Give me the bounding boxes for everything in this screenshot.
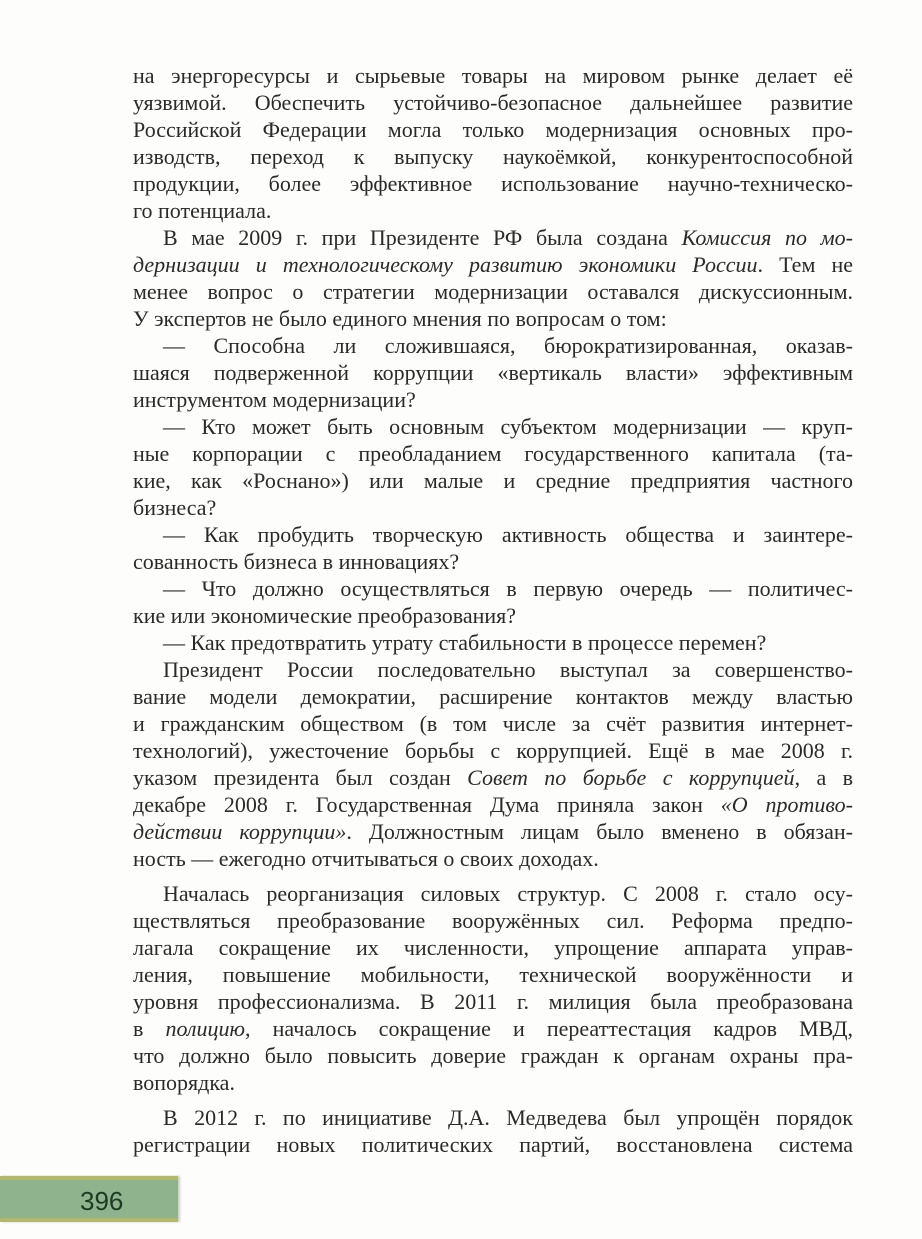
text-segment: В мае 2009 г. при Президенте РФ была создана [163, 225, 682, 250]
text-segment: уровня профессионализма. В 2011 г. милиция была преобразована [133, 989, 853, 1014]
text-line [133, 332, 853, 359]
text-segment: декабре 2008 г. Государственная Дума приняла закон [133, 792, 721, 817]
text-line [133, 656, 853, 683]
text-line [133, 143, 853, 170]
text-line [133, 683, 853, 710]
text-segment: инструментом модернизации? [133, 387, 416, 412]
text-segment: вопорядка. [133, 1070, 235, 1095]
text-line [133, 386, 853, 413]
text-segment: технологий), ужесточение борьбы с коррупцией. Ещё в мае 2008 г. [133, 738, 853, 763]
text-segment: и гражданским обществом (в том числе за счёт развития интернет- [133, 711, 853, 736]
text-line [133, 62, 853, 89]
text-line [133, 224, 853, 251]
text-line [133, 494, 853, 521]
text-segment: го потенциала. [133, 198, 272, 223]
text-line [133, 764, 853, 791]
text-segment: — Что должно осуществляться в первую очередь — политичес- [163, 576, 853, 601]
text-segment: — Как пробудить творческую активность общества и заинтере- [163, 522, 853, 547]
text-line [133, 1104, 853, 1131]
text-segment: ные корпорации с преобладанием государственного капитала (та- [133, 441, 853, 466]
text-segment: кие, как «Роснано») или малые и средние предприятия частного [133, 468, 853, 493]
text-line [133, 413, 853, 440]
text-segment: ществляться преобразование вооружённых сил. Реформа предпо- [133, 908, 853, 933]
text-segment: . Тем не [757, 252, 853, 277]
text-segment: лагала сокращение их численности, упрощение аппарата управ- [133, 935, 853, 960]
page-number: 396 [80, 1186, 124, 1216]
text-line [133, 170, 853, 197]
text-line [133, 737, 853, 764]
text-segment: на энергоресурсы и сырьевые товары на мировом рынке делает её [133, 63, 853, 88]
text-segment: в [133, 1016, 166, 1041]
text-line [133, 1042, 853, 1069]
text-line [133, 305, 853, 332]
text-line [133, 440, 853, 467]
text-segment: бизнеса? [133, 495, 217, 520]
text-segment: шаяся подверженной коррупции «вертикаль власти» эффективным [133, 360, 853, 385]
text-segment: изводств, переход к выпуску наукоёмкой, конкурентоспособной [133, 144, 853, 169]
italic-text-segment: действии коррупции» [133, 819, 347, 844]
text-line [133, 845, 853, 872]
italic-text-segment: полицию [165, 1016, 246, 1041]
text-segment: указом президента был создан [133, 765, 468, 790]
text-line [133, 1015, 853, 1042]
text-segment: кие или экономические преобразования? [133, 603, 517, 628]
text-line [133, 197, 853, 224]
text-segment: сованность бизнеса в инновациях? [133, 549, 460, 574]
italic-text-segment: Совет по борьбе с коррупцией [467, 765, 795, 790]
text-segment: ления, повышение мобильности, технической вооружённости и [133, 962, 853, 987]
text-segment: продукции, более эффективное использование научно-техническо- [133, 171, 853, 196]
text-line [133, 602, 853, 629]
text-segment: — Кто может быть основным субъектом модернизации — круп- [163, 414, 853, 439]
text-line [133, 934, 853, 961]
text-line [133, 961, 853, 988]
text-segment: — Способна ли сложившаяся, бюрократизированная, оказав- [163, 333, 853, 358]
text-segment: регистрации новых политических партий, восстановлена система [133, 1132, 853, 1157]
text-segment: Президент России последовательно выступал за совершенство- [163, 657, 853, 682]
page-number-bar [0, 1176, 178, 1222]
text-line [133, 818, 853, 845]
text-segment: У экспертов не было единого мнения по вопросам о том: [133, 306, 667, 331]
text-line [133, 710, 853, 737]
italic-text-segment: дернизации и технологическому развитию экономики России [133, 252, 758, 277]
text-line [133, 1131, 853, 1158]
text-segment: , а в [794, 765, 854, 790]
text-line [133, 791, 853, 818]
text-line [133, 116, 853, 143]
text-segment: . Должностным лицам было вменено в обязан- [346, 819, 853, 844]
text-line [133, 251, 853, 278]
text-segment: Российской Федерации могла только модернизация основных про- [133, 117, 853, 142]
text-line [133, 548, 853, 575]
text-segment: менее вопрос о стратегии модернизации оставался дискуссионным. [133, 279, 853, 304]
text-line [133, 521, 853, 548]
text-segment: что должно было повысить доверие граждан к органам охраны пра- [133, 1043, 853, 1068]
text-segment: ность — ежегодно отчитываться о своих доходах. [133, 846, 599, 871]
text-line [133, 1069, 853, 1096]
italic-text-segment: Комиссия по мо- [681, 225, 853, 250]
text-line [133, 988, 853, 1015]
text-segment: Началась реорганизация силовых структур. С 2008 г. стало осу- [163, 881, 853, 906]
text-segment: В 2012 г. по инициативе Д.А. Медведева был упрощён порядок [163, 1105, 853, 1130]
text-line [133, 880, 853, 907]
body-text [133, 62, 853, 1158]
text-line [133, 629, 853, 656]
text-line [133, 278, 853, 305]
text-line [133, 467, 853, 494]
text-line [133, 907, 853, 934]
text-line [133, 359, 853, 386]
text-line [133, 575, 853, 602]
text-segment: уязвимой. Обеспечить устойчиво-безопасное дальнейшее развитие [133, 90, 853, 115]
text-segment: , началось сокращение и переаттестация кадров МВД, [245, 1016, 853, 1041]
text-segment: — Как предотвратить утрату стабильности в процессе перемен? [163, 630, 767, 655]
italic-text-segment: «О противо- [720, 792, 853, 817]
text-line [133, 89, 853, 116]
text-segment: вание модели демократии, расширение контактов между властью [133, 684, 853, 709]
